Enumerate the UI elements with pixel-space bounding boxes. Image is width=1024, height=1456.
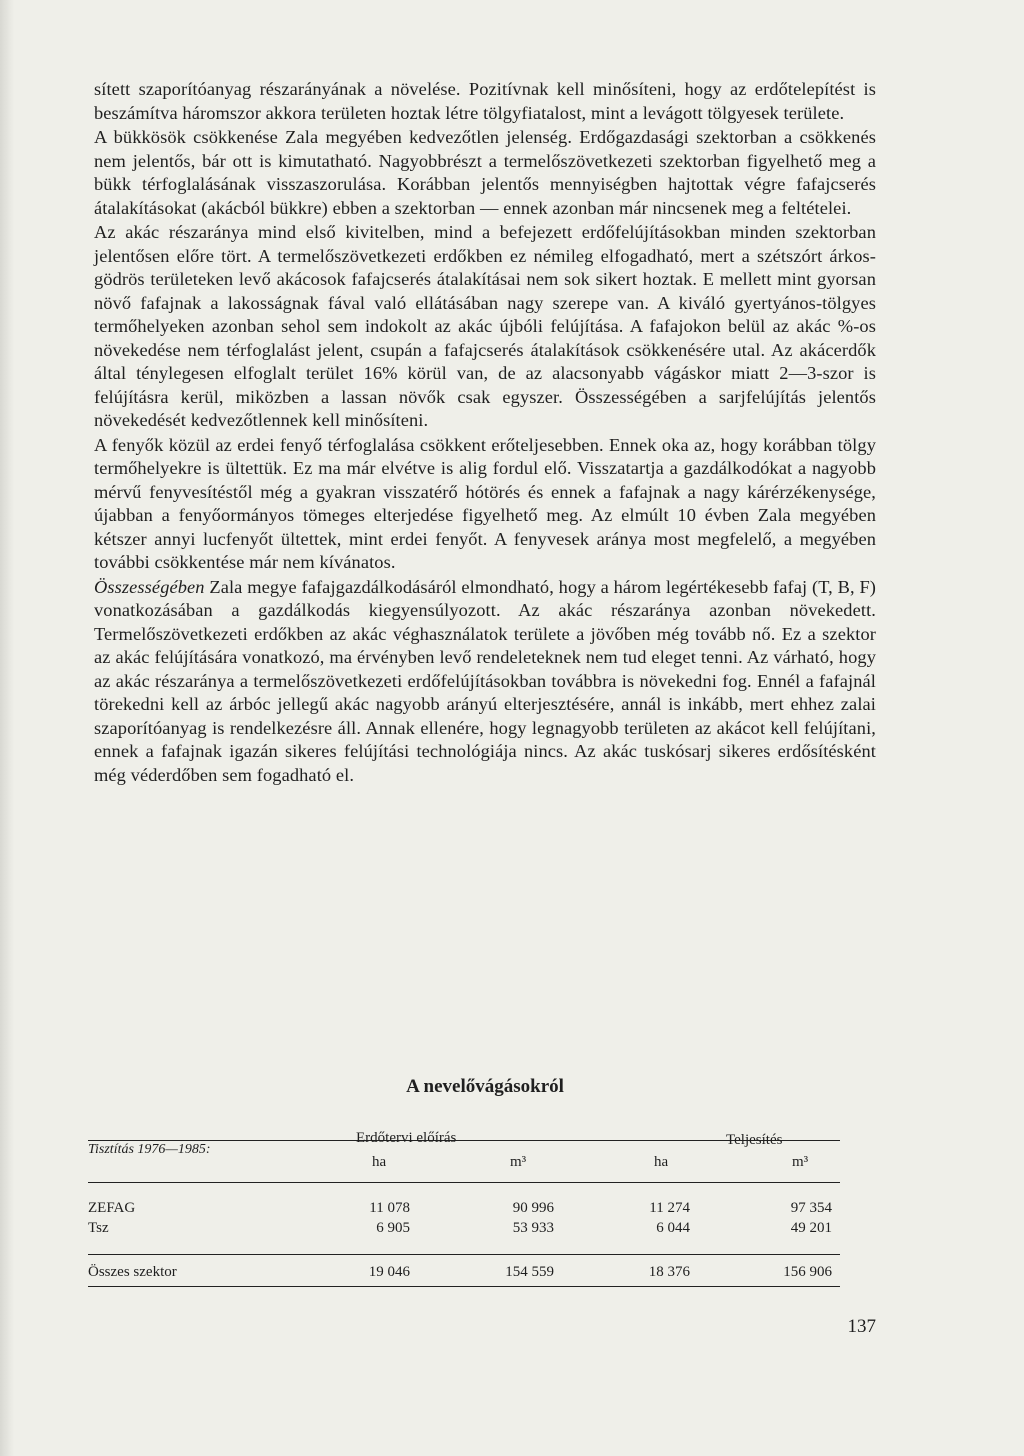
section-title: A nevelővágásokról [406,1076,564,1097]
paragraph-3: Az akác részaránya mind első kivitelben, mind a befejezett erdőfelújításokban minden szektorban jelentősen előre tört. A termelőszövetkezeti erdőkben ez némileg elfogadható, mert a szétszórt árkos-gödrös területeken levő akácosok fafajcserés átalakításai nem sok sikert hoztak. E mellett mint gyorsan növő fafajnak a lakosságnak fával való ellátásában nagy szerepe van. A kiváló gyertyános-tölgyes termőhelyeken azonban sehol sem indokolt az akác újbóli felújítása. A fafajokon belül az akác %-os növekedése nem térfoglalást jelent, csupán a fafajcserés átalakítások csökkenésére utal. Az akácerdők által ténylegesen elfoglalt terület 16% körül van, de az alacsonyabb vágáskor miatt 2—3-szor is felújításra kerül, miközben a lassan növők csak egyszer. Összességében a sarjfelújítás jelentős növekedését kedvezőtlennek kell minősíteni. [94,222,876,430]
total-value: 156 906 [783,1264,832,1280]
table-total-rule [88,1254,840,1255]
row-value: 11 078 [369,1200,410,1216]
header-group-actual: Teljesítés [726,1132,783,1148]
total-value: 19 046 [368,1264,410,1280]
total-row-name: Összes szektor [88,1264,177,1280]
row-value: 6 905 [376,1220,410,1236]
header-group-plan: Erdőtervi előírás [356,1130,457,1146]
unit-ha-actual: ha [654,1154,669,1170]
page-edge [0,0,14,1456]
paragraph-5 [94,576,876,788]
row-name: ZEFAG [88,1200,136,1216]
total-value: 154 559 [505,1264,554,1280]
table-period-label: Tisztítás 1976—1985: [88,1142,211,1157]
table-bottom-rule [88,1286,840,1287]
row-name: Tsz [88,1220,109,1236]
paragraph-1: sített szaporítóanyag részarányának a növelése. Pozitívnak kell minősíteni, hogy az erdőtelepítést is beszámítva háromszor akkora területen hoztak létre tölgyfiatalost, mint a levágott tölgyesek területe. [94,79,876,123]
total-value: 18 376 [648,1264,690,1280]
unit-m3-plan: m³ [510,1154,527,1170]
row-value: 49 201 [790,1220,832,1236]
unit-m3-actual: m³ [792,1154,809,1170]
paragraph-5-lead: Összességében [94,576,205,597]
row-value: 11 274 [649,1200,690,1216]
paragraph-5-rest: Zala megye fafajgazdálkodásáról elmondható, hogy a három legértékesebb fafaj (T, B, F) vonatkozásában a gazdálkodás kiegyensúlyozott. Az akác részaránya azonban növekedett. Termelőszövetkezeti erdőkben az akác véghasználatok területe a jövőben még tovább nő. Ez a szektor az akác felújítására vonatkozó, ma érvényben levő rendeleteknek nem tud eleget tenni. Az várható, hogy az akác részaránya a termelőszövetkezeti erdőfelújításokban továbbra is növekedni fog. Ennél a fafajnál törekedni kell az árbóc jellegű akác nagyobb arányú elterjesztésére, annál is inkább, mert ehhez zalai szaporítóanyag is rendelkezésre áll. Annak ellenére, hogy legnagyobb területen az akácot kell felújítani, ennek a fafajnak igazán sikeres felújítási technológiája nincs. Az akác tuskósarj sikeres erdősítésként még véderdőben sem fogadható el. [94,576,876,785]
body-text [94,78,876,787]
paragraph-4: A fenyők közül az erdei fenyő térfoglalása csökkent erőteljesebben. Ennek oka az, hogy korábban tölgy termőhelyekre is ültettük. Ez ma már elvétve is alig fordul elő. Visszatartja a gazdálkodókat a nagyobb mérvű fenyvesítéstől még a gyakran visszatérő hótörés és ennek a fafajnak a nagy kárérzékenysége, újabban a fenyőormányos tömeges elterjedése figyelhető meg. Az elmúlt 10 évben Zala megyében kétszer annyi lucfenyőt ültettek, mint erdei fenyőt. A fenyvesek aránya most megfelelő, a megyében további csökkentése már nem kívánatos. [94,434,876,572]
table-header-rule [88,1182,840,1183]
unit-ha-plan: ha [372,1154,387,1170]
row-value: 53 933 [512,1220,554,1236]
paragraph-2: A bükkösök csökkenése Zala megyében kedvezőtlen jelenség. Erdőgazdasági szektorban a csökkenés nem jelentős, bár ott is kimutatható. Nagyobbrészt a termelőszövetkezeti szektorban figyelhető meg a bükk térfoglalásának visszaszorulása. Korábban jelentős mennyiségben hajtottak végre fafajcserés átalakításokat (akácból bükkre) ebben a szektorban — ennek azonban már nincsenek meg a feltételei. [94,127,876,218]
row-value: 90 996 [512,1200,554,1216]
row-value: 97 354 [790,1200,832,1216]
page-number: 137 [847,1316,876,1337]
row-value: 6 044 [656,1220,690,1236]
